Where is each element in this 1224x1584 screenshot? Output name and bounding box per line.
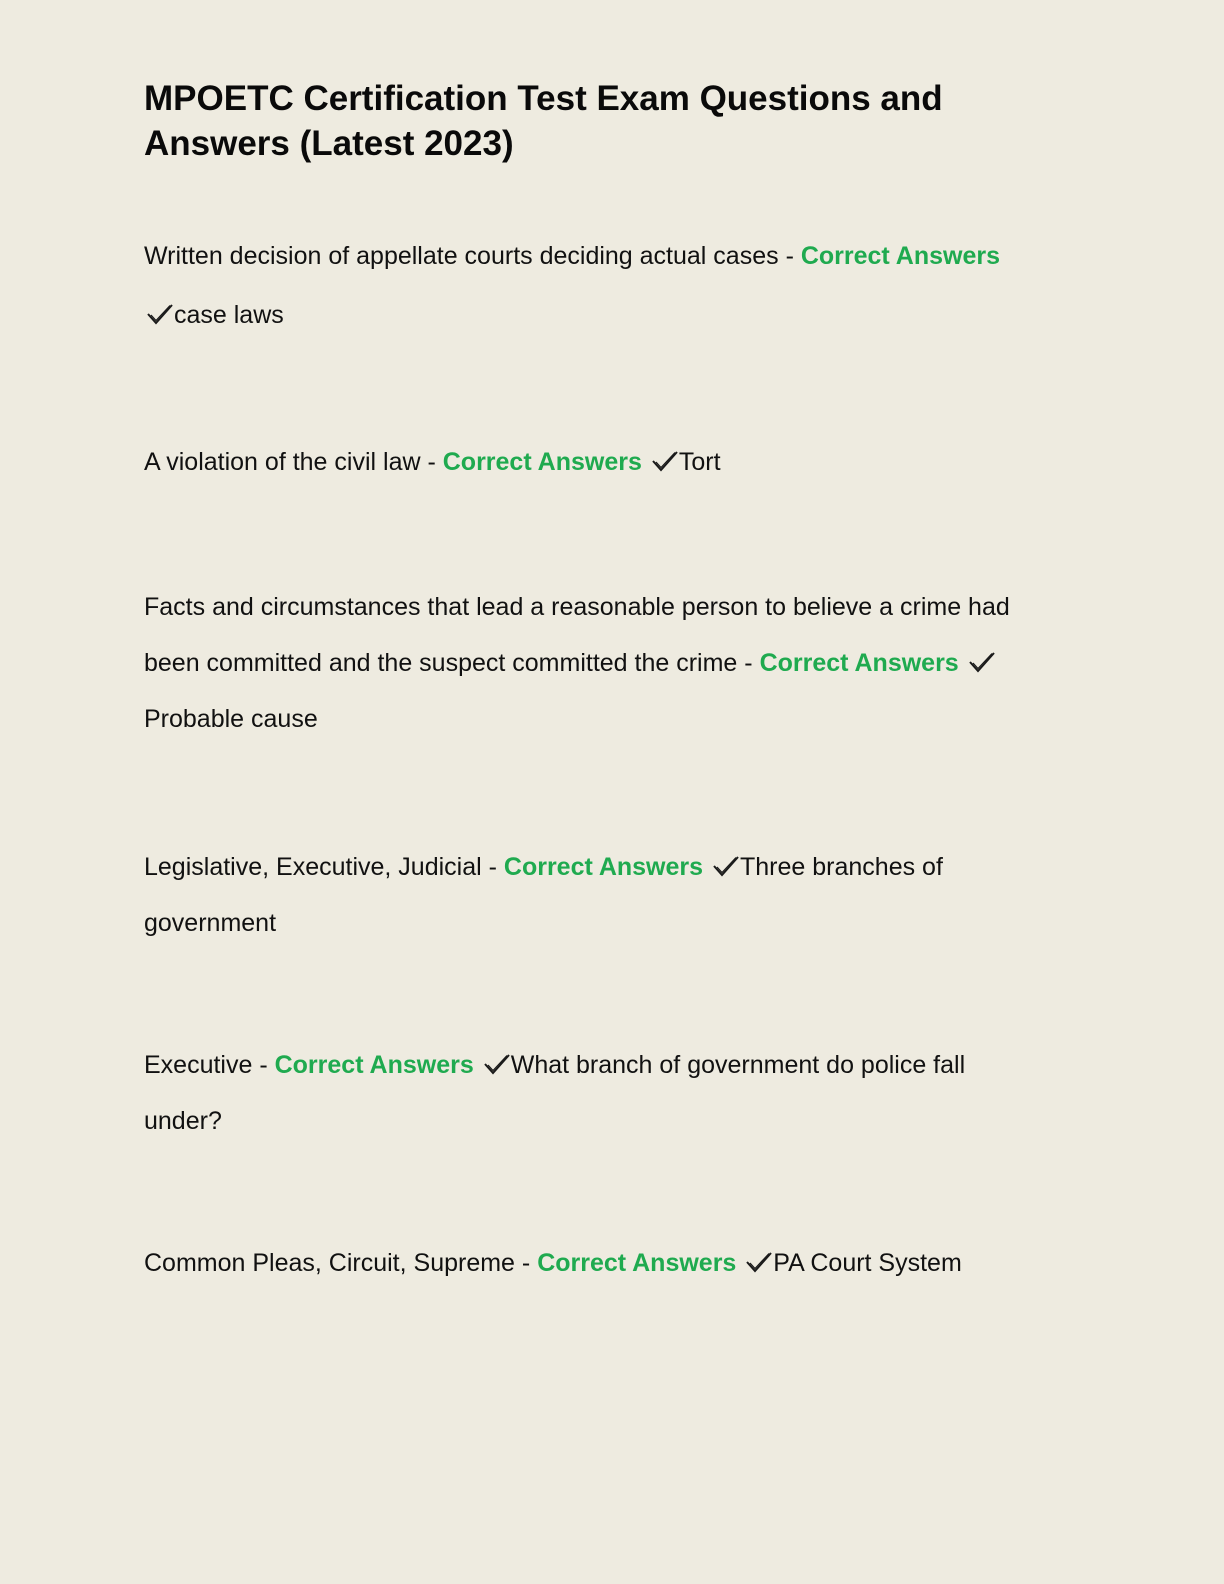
qa-item xyxy=(144,579,1034,747)
document-title: MPOETC Certification Test Exam Questions and Answers (Latest 2023) xyxy=(144,79,943,163)
separator: - xyxy=(514,1249,538,1277)
answer-text: Tort xyxy=(678,448,721,476)
qa-item xyxy=(144,1235,1044,1291)
check-mark-icon xyxy=(483,1052,511,1076)
question-text: Common Pleas, Circuit, Supreme xyxy=(144,1249,515,1277)
answer-text: PA Court System xyxy=(773,1249,962,1277)
separator: - xyxy=(420,448,443,476)
check-mark-icon xyxy=(968,650,996,674)
separator: - xyxy=(481,853,504,881)
answer-text: What branch of government do police fall under? xyxy=(144,1051,966,1135)
question-text: Written decision of appellate courts deciding actual cases xyxy=(144,242,779,270)
question-text: Executive xyxy=(144,1051,253,1079)
qa-item xyxy=(144,433,1044,492)
correct-answers-label: Correct Answers xyxy=(274,1051,474,1079)
qa-item xyxy=(144,227,1044,345)
check-mark-icon xyxy=(745,1250,773,1274)
separator: - xyxy=(252,1051,275,1079)
answer-text: Three branches of government xyxy=(144,853,943,937)
question-text: Legislative, Executive, Judicial xyxy=(144,853,482,881)
qa-item xyxy=(144,839,1024,951)
check-mark-icon xyxy=(651,449,679,473)
separator: - xyxy=(737,649,760,677)
qa-item xyxy=(144,1037,1049,1149)
correct-answers-label: Correct Answers xyxy=(537,1249,737,1277)
separator: - xyxy=(778,242,801,270)
check-mark-icon xyxy=(712,854,740,878)
check-mark-icon xyxy=(146,302,174,326)
question-text: Facts and circumstances that lead a reasonable person to believe a crime had been committed and the suspect committed the crime xyxy=(144,593,1010,677)
correct-answers-label: Correct Answers xyxy=(503,853,704,881)
question-text: A violation of the civil law xyxy=(144,448,421,476)
correct-answers-label: Correct Answers xyxy=(442,448,642,476)
correct-answers-label: Correct Answers xyxy=(759,649,959,677)
answer-text: Probable cause xyxy=(144,705,318,733)
correct-answers-label: Correct Answers xyxy=(800,242,1000,270)
answer-text: case laws xyxy=(174,301,284,329)
